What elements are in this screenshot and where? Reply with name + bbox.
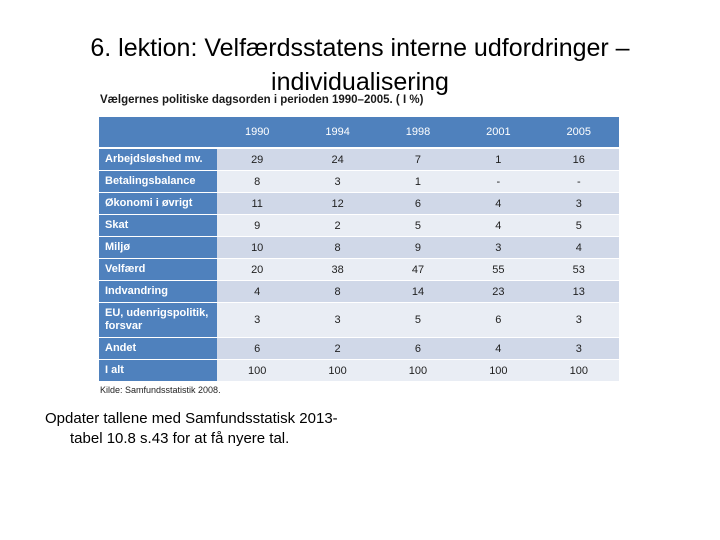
- agenda-table: [99, 117, 619, 382]
- table-cell: 47: [378, 259, 458, 281]
- table-header-row: [99, 117, 619, 148]
- table-cell: 100: [378, 360, 458, 382]
- table-cell: 10: [217, 237, 297, 259]
- table-cell: 55: [458, 259, 538, 281]
- body-note-line-2: tabel 10.8 s.43 for at få nyere tal.: [70, 430, 290, 447]
- table-cell: 16: [539, 148, 619, 171]
- table-cell: 24: [297, 148, 377, 171]
- table-row: [99, 171, 619, 193]
- table-cell: 5: [378, 303, 458, 338]
- table-row: [99, 237, 619, 259]
- table-row: [99, 281, 619, 303]
- table-cell: 100: [217, 360, 297, 382]
- table-row: [99, 215, 619, 237]
- table-cell: 14: [378, 281, 458, 303]
- table-cell: 6: [378, 338, 458, 360]
- table-row: [99, 193, 619, 215]
- header-cell: 2001: [458, 117, 538, 148]
- row-label: Andet: [99, 338, 217, 360]
- slide-title-line-1: 6. lektion: Velfærdsstatens interne udfordringer –: [90, 33, 630, 62]
- table-cell: 100: [458, 360, 538, 382]
- table-cell: 8: [297, 237, 377, 259]
- table-cell: 38: [297, 259, 377, 281]
- table-cell: 13: [539, 281, 619, 303]
- table-cell: 3: [297, 303, 377, 338]
- table-cell: 1: [378, 171, 458, 193]
- table-row: [99, 259, 619, 281]
- table-cell: 8: [297, 281, 377, 303]
- table-cell: 5: [378, 215, 458, 237]
- table-cell: 53: [539, 259, 619, 281]
- body-note: [45, 409, 385, 449]
- table-cell: 29: [217, 148, 297, 171]
- row-label: Indvandring: [99, 281, 217, 303]
- table-cell: -: [539, 171, 619, 193]
- table-cell: 2: [297, 215, 377, 237]
- header-cell: 2005: [539, 117, 619, 148]
- table-cell: 4: [458, 215, 538, 237]
- table-cell: 4: [458, 193, 538, 215]
- slide-title: [0, 31, 720, 99]
- table-cell: 11: [217, 193, 297, 215]
- row-label: Betalingsbalance: [99, 171, 217, 193]
- table-cell: 4: [458, 338, 538, 360]
- table-cell: 2: [297, 338, 377, 360]
- table-cell: 100: [297, 360, 377, 382]
- table-cell: 4: [539, 237, 619, 259]
- table-row: [99, 360, 619, 382]
- table-row: [99, 148, 619, 171]
- row-label: Miljø: [99, 237, 217, 259]
- table-cell: 23: [458, 281, 538, 303]
- header-cell: 1990: [217, 117, 297, 148]
- table-cell: 3: [539, 193, 619, 215]
- table-cell: 3: [539, 338, 619, 360]
- row-label: Økonomi i øvrigt: [99, 193, 217, 215]
- table-cell: 3: [458, 237, 538, 259]
- table-cell: 5: [539, 215, 619, 237]
- table-row: [99, 338, 619, 360]
- table-cell: 20: [217, 259, 297, 281]
- table-caption: Vælgernes politiske dagsorden i perioden 1990–2005. ( I %): [100, 94, 424, 106]
- table-cell: 12: [297, 193, 377, 215]
- table-cell: 7: [378, 148, 458, 171]
- data-table-container: [99, 117, 619, 382]
- table-cell: 3: [217, 303, 297, 338]
- table-cell: 6: [458, 303, 538, 338]
- table-body: [99, 148, 619, 382]
- slide-title-line-2: individualisering: [271, 67, 449, 96]
- table-cell: 8: [217, 171, 297, 193]
- table-cell: -: [458, 171, 538, 193]
- table-cell: 1: [458, 148, 538, 171]
- row-label: EU, udenrigspolitik, forsvar: [99, 303, 217, 338]
- table-cell: 100: [539, 360, 619, 382]
- row-label: I alt: [99, 360, 217, 382]
- table-cell: 9: [217, 215, 297, 237]
- table-cell: 3: [539, 303, 619, 338]
- header-cell: [99, 117, 217, 148]
- table-cell: 6: [217, 338, 297, 360]
- header-cell: 1998: [378, 117, 458, 148]
- header-cell: 1994: [297, 117, 377, 148]
- body-note-line-1: Opdater tallene med Samfundsstatisk 2013-: [45, 410, 338, 427]
- table-row: [99, 303, 619, 338]
- table-cell: 9: [378, 237, 458, 259]
- table-cell: 6: [378, 193, 458, 215]
- source-note: Kilde: Samfundsstatistik 2008.: [100, 385, 221, 395]
- table-cell: 3: [297, 171, 377, 193]
- row-label: Velfærd: [99, 259, 217, 281]
- row-label: Skat: [99, 215, 217, 237]
- row-label: Arbejdsløshed mv.: [99, 148, 217, 171]
- table-cell: 4: [217, 281, 297, 303]
